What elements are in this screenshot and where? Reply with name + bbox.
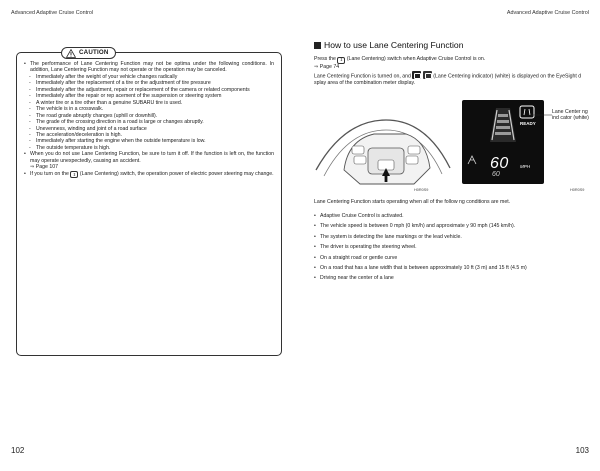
- page-number-right: 103: [575, 446, 589, 455]
- figure-id: H0R0S9: [570, 188, 585, 192]
- list-item: • On a straight road or gentle curve: [314, 253, 594, 263]
- caution-dash-item: - The grade of the crossing direction in a road is large or changes abruptly.: [24, 119, 274, 125]
- caution-box: [16, 48, 282, 356]
- caution-dash-item: - Immediately after the replacement of a tire or the adjustment of tire pressure: [24, 80, 274, 86]
- caution-dash-item: - A winter tire or a tire other than a genuine SUBARU tire is used.: [24, 100, 274, 106]
- page-reference: ⇒ Page 74: [314, 63, 340, 70]
- section-intro: Press the ⇕ (Lane Centering) switch when Adaptive Cruise Control is on. ⇒ Page 74 Lane Centering Function is turned on, and (Lane Centering indicator) (white) is displayed on the EyeSight d splay area of the combination meter display.: [314, 56, 590, 87]
- ready-label: READY: [520, 121, 536, 126]
- caution-bullet-2: • When you do not use Lane Centering Function, be sure to turn it off. If the function is left on, the function may operate unexpectedly, causing an accident.: [24, 151, 274, 164]
- caution-dash-item: - Immediately after the adjustment, repair or replacement of the camera or related components: [24, 87, 274, 93]
- caution-bullet-1: • The performance of Lane Centering Function may not be optima under the following conditions. In addition, Lane Centering Function may not operate or the operation may be canceled.: [24, 61, 274, 74]
- list-item: • The system is detecting the lane markings or the lead vehicle.: [314, 232, 594, 242]
- figure-id: H0R0S9: [414, 188, 429, 192]
- header-right: Advanced Adaptive Cruise Control: [506, 10, 589, 16]
- conditions-intro: Lane Centering Function starts operating when all of the follow ng conditions are met.: [314, 199, 511, 205]
- speed-readout: 60: [490, 155, 509, 172]
- lane-centering-icon: ⇕: [70, 171, 78, 178]
- section-marker: [314, 42, 321, 49]
- lane-centering-indicator-icon: [423, 71, 432, 79]
- meter-display-figure: [462, 100, 590, 196]
- header-left: Advanced Adaptive Cruise Control: [11, 10, 94, 16]
- steering-wheel-illustration: [314, 100, 452, 186]
- lane-centering-icon: ⇕: [337, 57, 345, 64]
- caution-dash-item: - Immediately after the weight of your vehicle changes radically: [24, 74, 274, 80]
- page-reference: ⇒ Page 107: [30, 164, 58, 171]
- list-item: • The vehicle speed is between 0 mph (0 km/h) and approximate y 90 mph (145 km/h).: [314, 221, 594, 231]
- speed-unit: MPH: [520, 164, 530, 169]
- indicator-callout: Lane Center ng ind cator (white): [552, 109, 589, 122]
- caution-title: CAUTION: [61, 47, 116, 59]
- caution-dash-item: - Immediately after starting the engine when the outside temperature is low.: [24, 138, 274, 144]
- lane-centering-indicator-icon: [412, 71, 421, 79]
- page-number-left: 102: [11, 446, 25, 455]
- list-item: • Adaptive Cruise Control is activated.: [314, 211, 594, 221]
- caution-bullet-3: • If you turn on the ⇕ (Lane Centering) switch, the operation power of electric power steering may change.: [24, 171, 274, 179]
- list-item: • The driver is operating the steering wheel.: [314, 242, 594, 252]
- section-title: How to use Lane Centering Function: [314, 40, 464, 50]
- caution-dash-item: - The outside temperature is high.: [24, 145, 274, 151]
- steering-wheel-figure: [314, 100, 452, 196]
- conditions-list: [314, 211, 594, 284]
- warning-triangle-icon: [66, 49, 76, 58]
- callout-line: [530, 112, 552, 118]
- list-item: • Driving near the center of a lane: [314, 273, 594, 283]
- caution-dash-item: - Immediately after the repair or rep acement of the suspension or steering system: [24, 93, 274, 99]
- list-item: • On a road that has a lane width that is between approximately 10 ft (3 m) and 15 ft (4.5 m): [314, 263, 594, 273]
- set-speed: 60: [492, 171, 500, 178]
- caution-dash-item: - The road grade abruptly changes (uphill or downhill).: [24, 113, 274, 119]
- caution-dash-item: - Unevenness, winding and joint of a road surface: [24, 126, 274, 132]
- caution-dash-item: - The vehicle is in a crosswalk.: [24, 106, 274, 112]
- caution-dash-item: - The acceleration/deceleration is high.: [24, 132, 274, 138]
